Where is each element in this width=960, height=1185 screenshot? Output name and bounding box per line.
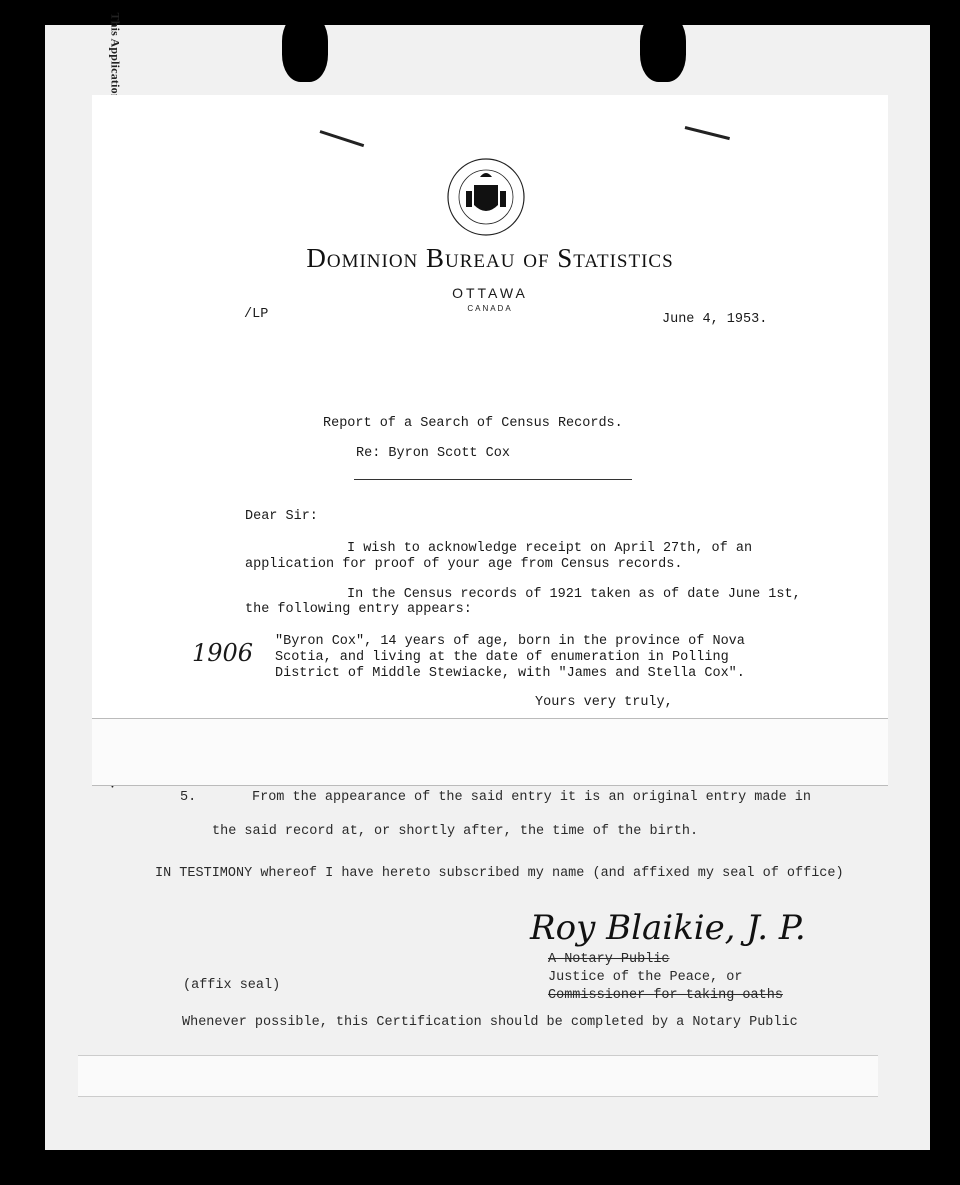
justice-of-peace: Justice of the Peace, or <box>548 970 743 985</box>
entry-line1: "Byron Cox", 14 years of age, born in the province of Nova <box>275 634 745 649</box>
para2-line1: In the Census records of 1921 taken as of date June 1st, <box>347 587 801 602</box>
letter-sheet <box>92 95 888 780</box>
punch-hole-left <box>282 14 328 82</box>
commissioner-struck: Commissioner for taking oaths <box>548 988 783 1003</box>
para1-line2: application for proof of your age from Census records. <box>245 557 683 572</box>
entry-line3: District of Middle Stewiacke, with "James and Stella Cox". <box>275 666 745 681</box>
whenever-possible-note: Whenever possible, this Certification should be completed by a Notary Public <box>182 1015 798 1030</box>
scratch-mark <box>320 130 365 147</box>
item-5-line1: From the appearance of the said entry it is an original entry made in <box>252 790 811 805</box>
handwritten-signature: Roy Blaikie, J. P. <box>530 908 806 948</box>
punch-hole-right <box>640 14 686 82</box>
para1-line1: I wish to acknowledge receipt on April 27th, of an <box>347 541 753 556</box>
bureau-title: Dominion Bureau of Statistics <box>306 243 674 273</box>
letter-date: June 4, 1953. <box>662 312 768 327</box>
department-seal <box>440 155 532 239</box>
item-5-number: 5. <box>180 790 197 805</box>
scratch-mark <box>685 126 730 140</box>
item-5-line2: the said record at, or shortly after, the time of the birth. <box>212 824 699 839</box>
reference-code: /LP <box>244 307 269 322</box>
letter-closing: Yours very truly, <box>535 695 673 710</box>
handwritten-birth-year: 1906 <box>192 639 254 667</box>
letterhead-country: CANADA <box>467 304 513 313</box>
letter-tape-strip <box>92 718 888 786</box>
entry-line2: Scotia, and living at the date of enumeration in Polling <box>275 650 729 665</box>
bottom-tape-strip <box>78 1055 878 1097</box>
letterhead-city: OTTAWA <box>452 285 528 301</box>
letter-subject: Report of a Search of Census Records. <box>323 416 623 431</box>
para2-line2: the following entry appears: <box>245 602 472 617</box>
affix-seal-label: (affix seal) <box>183 978 281 993</box>
testimony-text: IN TESTIMONY whereof I have hereto subscribed my name (and affixed my seal of office) <box>155 866 844 881</box>
salutation: Dear Sir: <box>245 509 318 524</box>
notary-public-struck: A Notary Public <box>548 952 670 967</box>
subject-underline <box>354 479 632 480</box>
letter-re: Re: Byron Scott Cox <box>356 446 510 461</box>
